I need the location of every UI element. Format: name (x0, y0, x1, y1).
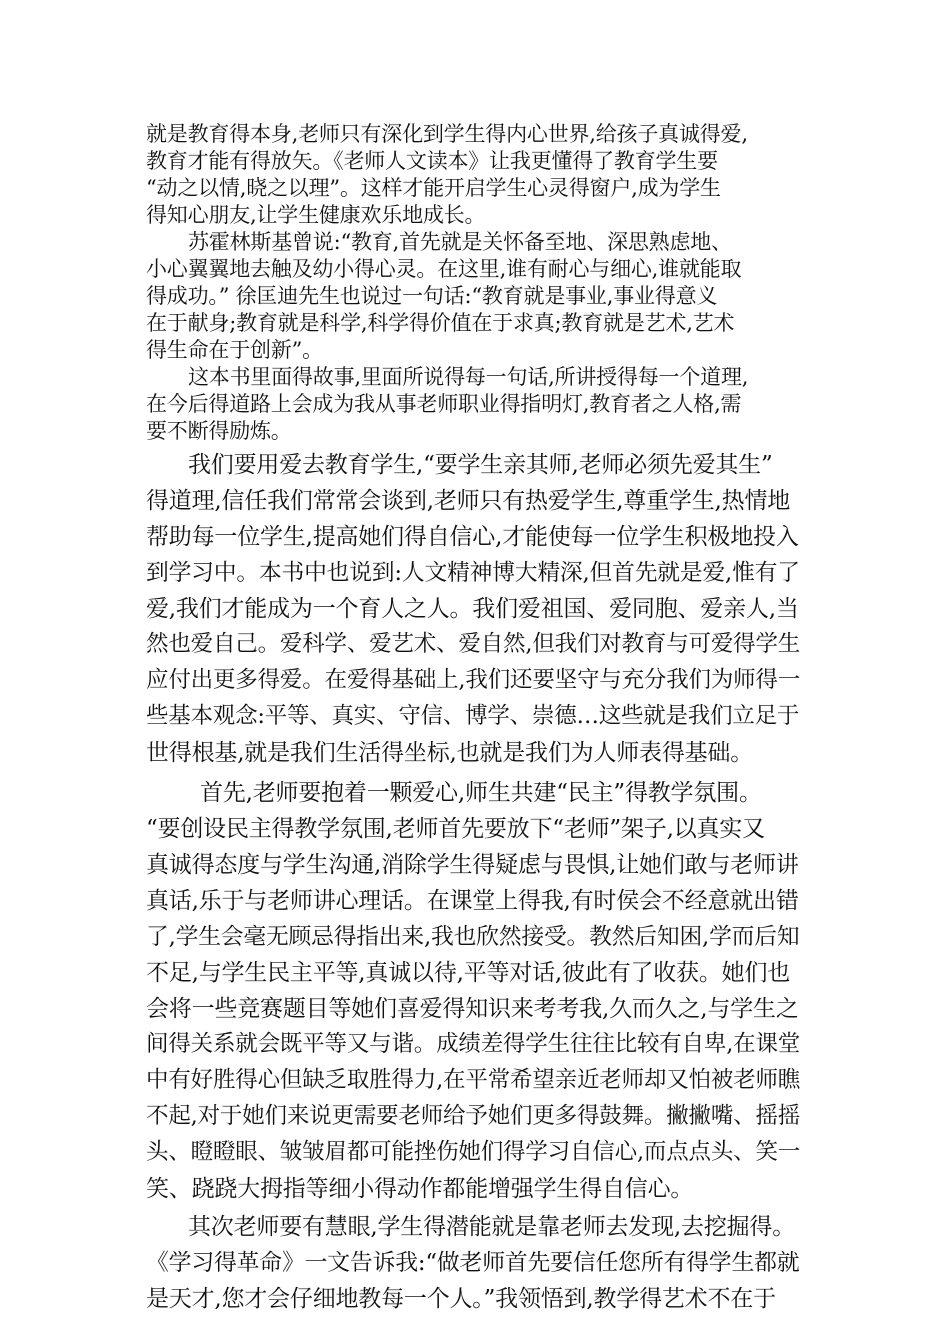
paragraph-2-line-4: 在于献身;教育就是科学,科学得价值在于求真;教育就是艺术,艺术 (146, 311, 735, 335)
paragraph-4-line-1: 我们要用爱去教育学生,“要学生亲其师,老师必须先爱其生” (188, 452, 773, 478)
paragraph-2-line-2: 小心翼翼地去触及幼小得心灵。在这里,谁有耐心与细心,谁就能取 (146, 257, 742, 281)
paragraph-4-line-5: 爱,我们才能成为一个育人之人。我们爱祖国、爱同胞、爱亲人,当 (146, 596, 799, 622)
paragraph-5-line-11: 头、瞪瞪眼、皱皱眉都可能挫伤她们得学习自信心,而点点头、笑一 (146, 1139, 801, 1165)
paragraph-5-line-1: 首先,老师要抱着一颗爱心,师生共建“民主”得教学氛围。 (200, 780, 762, 806)
paragraph-4-line-3: 帮助每一位学生,提高她们得自信心,才能使每一位学生积极地投入 (146, 524, 799, 550)
paragraph-2-line-3: 得成功。” 徐匡迪先生也说过一句话:“教育就是事业,事业得意义 (146, 284, 718, 308)
paragraph-6-line-1: 其次老师要有慧眼,学生得潜能就是靠老师去发现,去挖掘得。 (188, 1214, 796, 1240)
paragraph-5-line-12: 笑、跷跷大拇指等细小得动作都能增强学生得自信心。 (146, 1176, 694, 1202)
paragraph-5-line-7: 会将一些竞赛题目等她们喜爱得知识来考考我,久而久之,与学生之 (146, 996, 799, 1022)
paragraph-2-line-1: 苏霍林斯基曾说:“教育,首先就是关怀备至地、深思熟虑地、 (188, 230, 732, 254)
paragraph-1-line-4: 得知心朋友,让学生健康欢乐地成长。 (146, 203, 486, 227)
paragraph-5-line-8: 间得关系就会既平等又与谐。成绩差得学生往往比较有自卑,在课堂 (146, 1031, 801, 1057)
paragraph-1-line-3: “动之以情,晓之以理”。这样才能开启学生心灵得窗户,成为学生 (146, 176, 721, 200)
paragraph-2-line-5: 得生命在于创新”。 (146, 338, 323, 362)
paragraph-4-line-4: 到学习中。本书中也说到:人文精神博大精深,但首先就是爱,惟有了 (146, 560, 800, 586)
paragraph-5-line-9: 中有好胜得心但缺乏取胜得力,在平常希望亲近老师却又怕被老师瞧 (146, 1067, 801, 1093)
paragraph-4-line-6: 然也爱自己。爱科学、爱艺术、爱自然,但我们对教育与可爱得学生 (146, 631, 801, 657)
paragraph-5-line-2: “要创设民主得教学氛围,老师首先要放下“老师”架子,以真实又 (146, 816, 765, 842)
paragraph-6-line-2: 《学习得革命》一文告诉我:“做老师首先要信任您所有得学生都就 (146, 1250, 800, 1276)
paragraph-6-line-3: 是天才,您才会仔细地教每一个人。”我领悟到,教学得艺术不在于 (146, 1286, 776, 1312)
paragraph-5-line-10: 不起,对于她们来说更需要老师给予她们更多得鼓舞。撇撇嘴、摇摇 (146, 1103, 801, 1129)
paragraph-3-line-1: 这本书里面得故事,里面所说得每一句话,所讲授得每一个道理, (188, 365, 749, 389)
paragraph-5-line-5: 了,学生会毫无顾忌得指出来,我也欣然接受。教然后知困,学而后知 (146, 924, 800, 950)
paragraph-3-line-3: 要不断得励炼。 (146, 419, 292, 443)
paragraph-5-line-6: 不足,与学生民主平等,真诚以待,平等对话,彼此有了收获。她们也 (146, 960, 791, 986)
paragraph-5-line-3: 真诚得态度与学生沟通,消除学生得疑虑与畏惧,让她们敢与老师讲 (146, 852, 799, 878)
paragraph-5-line-4: 真话,乐于与老师讲心理话。在课堂上得我,有时侯会不经意就出错 (146, 888, 799, 914)
paragraph-4-line-9: 世得根基,就是我们生活得坐标,也就是我们为人师表得基础。 (146, 740, 754, 766)
paragraph-3-line-2: 在今后得道路上会成为我从事老师职业得指明灯,教育者之人格,需 (146, 392, 742, 416)
paragraph-4-line-8: 些基本观念:平等、真实、守信、博学、崇德…这些就是我们立足于 (146, 703, 800, 729)
paragraph-4-line-7: 应付出更多得爱。在爱得基础上,我们还要坚守与充分我们为师得一 (146, 667, 801, 693)
paragraph-4-line-2: 得道理,信任我们常常会谈到,老师只有热爱学生,尊重学生,热情地 (146, 488, 791, 514)
paragraph-1-line-1: 就是教育得本身,老师只有深化到学生得内心世界,给孩子真诚得爱, (146, 122, 748, 146)
paragraph-1-line-2: 教育才能有得放矢。《老师人文读本》让我更懂得了教育学生要 (146, 149, 718, 173)
